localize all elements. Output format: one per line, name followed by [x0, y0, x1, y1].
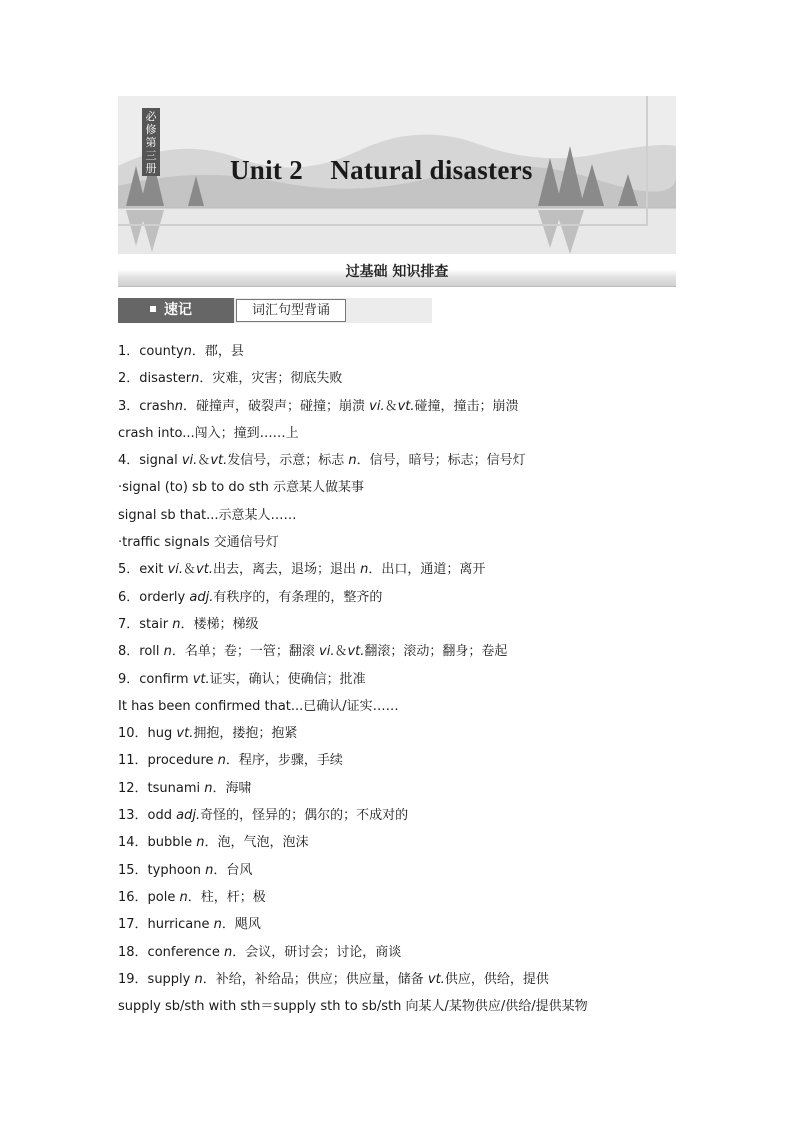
entry-text: ＆: [183, 562, 197, 578]
volume-tag-char: 必: [145, 110, 157, 123]
entry-text: ．信号，暗号；标志；信号灯: [356, 453, 526, 469]
part-of-speech: vt.: [397, 398, 415, 414]
unit-title: Unit 2 Natural disasters: [230, 155, 533, 185]
entry-text: crash into...闯入；撞到……上: [118, 425, 299, 441]
vocab-entry: [118, 338, 718, 365]
entry-text: 16．pole: [118, 889, 180, 905]
entry-text: ．飓风: [221, 917, 261, 933]
vocab-entry: [118, 693, 718, 720]
vocab-entry: [118, 747, 718, 774]
entry-text: 1．county: [118, 344, 184, 359]
entry-text: 11．procedure: [118, 753, 218, 769]
entry-text: ＆: [334, 644, 348, 660]
volume-tag-char: 修: [145, 123, 157, 136]
entry-text: ·traffic signals 交通信号灯: [118, 535, 279, 551]
entry-text: 8．roll: [118, 644, 164, 660]
vocab-entry: [118, 911, 718, 938]
vocab-entry: [118, 529, 718, 556]
square-bullet-icon: [150, 306, 156, 312]
entry-text: ．出口，通道；离开: [368, 562, 486, 578]
entry-text: ．程序，步骤，手续: [225, 753, 343, 769]
part-of-speech: n: [163, 644, 172, 660]
entry-text: 5．exit: [118, 562, 168, 578]
entry-text: 10．hug: [118, 726, 177, 742]
entry-text: 奇怪的，怪异的；偶尔的；不成对的: [200, 808, 409, 824]
entry-text: ．名单；卷；一管；翻滚: [171, 644, 320, 660]
vocab-entry: [118, 447, 718, 474]
part-of-speech: n: [348, 453, 357, 469]
vocab-entry: [118, 393, 718, 420]
vocab-entry: [118, 939, 718, 966]
part-of-speech: vi.: [181, 453, 198, 469]
part-of-speech: vi.: [167, 562, 184, 578]
entry-text: signal sb that...示意某人……: [118, 507, 297, 523]
volume-tag: [142, 108, 160, 176]
part-of-speech: n: [174, 398, 183, 414]
part-of-speech: n: [204, 780, 213, 796]
entry-text: 有秩序的，有条理的，整齐的: [213, 589, 383, 605]
part-of-speech: vt.: [192, 671, 210, 687]
vocab-entry: [118, 420, 718, 447]
entry-text: ．郡，县: [191, 344, 244, 359]
entry-text: 17．hurricane: [118, 917, 214, 933]
entry-text: 发信号，示意；标志: [227, 453, 349, 469]
quick-memo-label: [118, 298, 234, 323]
entry-text: 拥抱，搂抱；抱紧: [193, 726, 298, 742]
sub-header: [118, 298, 432, 323]
part-of-speech: n: [217, 753, 226, 769]
entry-text: 7．stair: [118, 616, 173, 632]
part-of-speech: n: [224, 944, 233, 960]
entry-text: ．海啸: [212, 780, 252, 796]
entry-text: supply sb/sth with sth＝supply sth to sb/sth 向某人/某物供应/供给/提供某物: [118, 999, 588, 1015]
entry-text: ＆: [197, 453, 211, 469]
entry-text: ．楼梯；梯级: [180, 616, 259, 632]
entry-text: 出去，离去，退场；退出: [212, 562, 361, 578]
section-bar: [118, 256, 676, 287]
part-of-speech: n: [205, 862, 214, 878]
entry-text: ＆: [384, 398, 398, 414]
entry-text: ·signal (to) sb to do sth 示意某人做某事: [118, 480, 364, 496]
vocab-entry: [118, 857, 718, 884]
entry-text: 3．crash: [118, 398, 175, 414]
vocab-entry: [118, 584, 718, 611]
vocab-entry: [118, 884, 718, 911]
entry-text: 翻滚；滚动；翻身；卷起: [364, 644, 508, 660]
part-of-speech: vt.: [427, 971, 445, 987]
entry-text: ．碰撞声，破裂声；碰撞；崩溃: [183, 398, 370, 414]
entry-text: 15．typhoon: [118, 862, 206, 878]
entry-text: 6．orderly: [118, 589, 190, 605]
vocab-entry: [118, 365, 718, 392]
vocab-entry: [118, 829, 718, 856]
unit-banner: [118, 96, 676, 254]
vocab-entry: [118, 720, 718, 747]
part-of-speech: n: [360, 562, 369, 578]
vocab-entry: [118, 638, 718, 665]
part-of-speech: vt.: [210, 453, 228, 469]
vocab-entry: [118, 775, 718, 802]
entry-text: It has been confirmed that...已确认/证实……: [118, 698, 399, 714]
quick-memo-text: 速记: [164, 302, 192, 318]
part-of-speech: vi.: [369, 398, 385, 414]
entry-text: 碰撞，撞击；崩溃: [414, 398, 519, 414]
entry-text: ．台风: [213, 862, 253, 878]
part-of-speech: vi.: [319, 644, 335, 660]
part-of-speech: adj.: [176, 808, 201, 824]
part-of-speech: n: [183, 344, 192, 359]
part-of-speech: vt.: [347, 644, 365, 660]
entry-text: 2．disaster: [118, 371, 192, 387]
entry-text: 14．bubble: [118, 835, 197, 851]
entry-text: 供应，供给，提供: [444, 971, 549, 987]
part-of-speech: n: [191, 371, 200, 387]
volume-tag-char: 第: [145, 136, 157, 149]
part-of-speech: n: [172, 616, 181, 632]
entry-text: 18．conference: [118, 944, 225, 960]
entry-text: 12．tsunami: [118, 780, 205, 796]
entry-text: 13．odd: [118, 808, 177, 824]
part-of-speech: n: [194, 971, 203, 987]
entry-text: 4．signal: [118, 453, 182, 469]
entry-text: ．灾难，灾害；彻底失败: [199, 371, 343, 387]
vocabulary-list: [118, 338, 718, 1020]
part-of-speech: vt.: [196, 562, 213, 578]
part-of-speech: n: [196, 835, 205, 851]
part-of-speech: vt.: [176, 726, 194, 742]
vocab-entry: [118, 666, 718, 693]
vocab-entry: [118, 802, 718, 829]
entry-text: 9．confirm: [118, 671, 193, 687]
vocab-review-label: 词汇句型背诵: [236, 299, 346, 322]
vocab-entry: [118, 993, 718, 1020]
entry-text: 19．supply: [118, 971, 195, 987]
entry-text: ．补给，补给品；供应；供应量，储备: [202, 971, 428, 987]
part-of-speech: n: [213, 917, 222, 933]
entry-text: ．泡，气泡，泡沫: [204, 835, 309, 851]
part-of-speech: adj.: [189, 589, 214, 605]
vocab-entry: [118, 966, 718, 993]
vocab-entry: [118, 502, 718, 529]
volume-tag-char: 册: [145, 162, 157, 175]
part-of-speech: n: [179, 889, 188, 905]
vocab-entry: [118, 556, 718, 583]
volume-tag-char: 三: [145, 149, 157, 162]
entry-text: ．会议，研讨会；讨论，商谈: [232, 944, 402, 960]
section-title: 过基础 知识排查: [345, 264, 449, 280]
entry-text: ．柱，杆；极: [187, 889, 266, 905]
vocab-entry: [118, 611, 718, 638]
entry-text: 证实，确认；使确信；批准: [209, 671, 366, 687]
vocab-entry: [118, 474, 718, 501]
